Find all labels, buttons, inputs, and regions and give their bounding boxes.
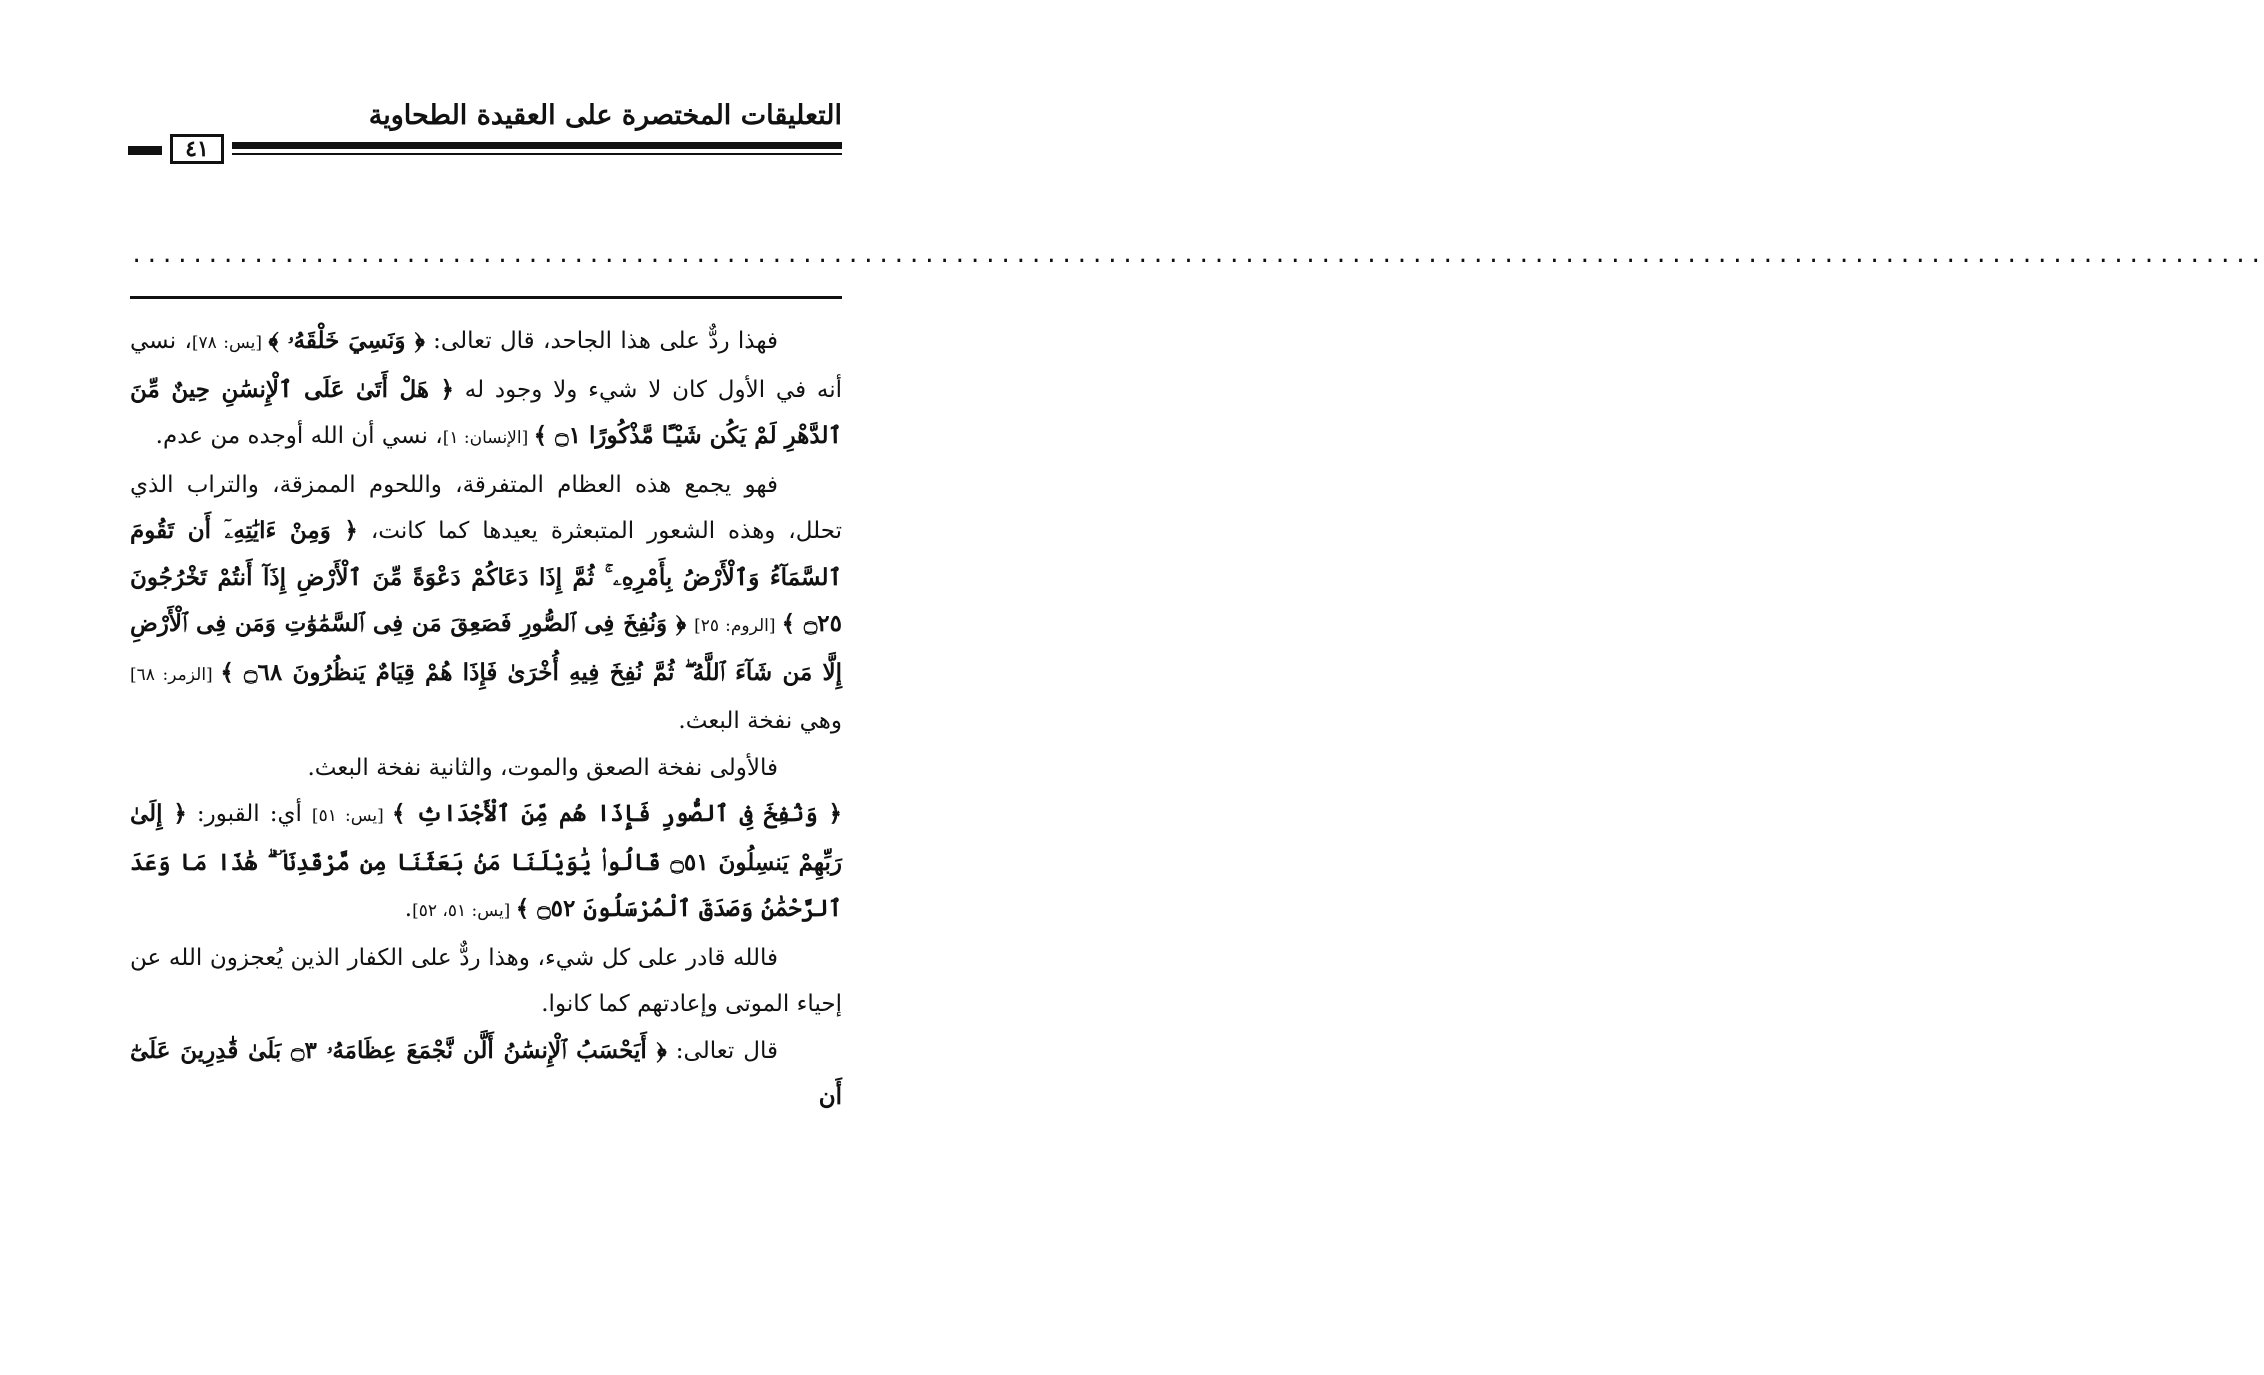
body-text: .	[404, 896, 413, 922]
body-text: فالله قادر على كل شيء، وهذا ردٌّ على الكفار الذين يُعجزون الله عن إحياء الموتى وإعادتهم كما كانوا.	[130, 944, 842, 1017]
body-text	[686, 611, 694, 637]
body-text: فالأولى نفخة الصعق والموت، والثانية نفخة البعث.	[307, 754, 778, 781]
paragraph	[130, 462, 842, 745]
paragraph	[130, 1028, 842, 1121]
quran-verse: ﴿ وَمِنْ ءَايَٰتِهِۦٓ أَن تَقُومَ ٱلسَّمَآءُ وَٱلْأَرْضُ بِأَمْرِهِۦ ۚ ثُمَّ إِذَا دَعَاكُمْ دَعْوَةً مِّنَ ٱلْأَرْضِ إِذَآ أَنتُمْ تَخْرُجُونَ ۝٢٥ ﴾	[130, 517, 842, 637]
paragraph	[130, 318, 842, 462]
paragraph	[130, 791, 842, 935]
header-rule	[232, 142, 842, 149]
body-text: فهذا ردٌّ على هذا الجاحد، قال تعالى:	[424, 328, 778, 354]
quran-verse: ﴿ وَنُفِخَ فِى ٱلصُّورِ فَصَعِقَ مَن فِى ٱلسَّمَٰوَٰتِ وَمَن فِى ٱلْأَرْضِ إِلَّا مَن شَآءَ ٱللَّهُ ۖ ثُمَّ نُفِخَ فِيهِ أُخْرَىٰ فَإِذَا هُمْ قِيَامٌ يَنظُرُونَ ۝٦٨ ﴾	[130, 610, 843, 686]
page-number: ٤١	[170, 134, 224, 164]
quran-verse: ﴿ أَيَحْسَبُ ٱلْإِنسَٰنُ أَلَّن نَّجْمَعَ عِظَامَهُۥ ۝٣ بَلَىٰ قَٰدِرِينَ عَلَىٰٓ أَن	[130, 1036, 842, 1110]
section-separator	[130, 296, 842, 299]
body-text: وهي نفخة البعث.	[678, 708, 842, 734]
verse-reference: [يس: ٥١]	[311, 806, 392, 826]
footnote-dotted-line: ............................................................................................................................................	[130, 243, 2264, 268]
main-text	[130, 318, 842, 1121]
verse-reference: [يس: ٥١، ٥٢]	[412, 901, 516, 921]
paragraph	[130, 745, 842, 792]
quran-verse: ﴿ وَنُفِخَ فِى ٱلصُّورِ فَإِذَا هُم مِّنَ ٱلْأَجْدَاثِ ﴾	[391, 800, 842, 827]
quran-verse: ﴿ إِلَىٰ رَبِّهِمْ يَنسِلُونَ ۝٥١ قَالُوا۟ يَٰوَيْلَنَا مَنۢ بَعَثَنَا مِن مَّرْقَدِنَا ۜ ۗ هَٰذَا مَا وَعَدَ ٱلرَّحْمَٰنُ وَصَدَقَ ٱلْمُرْسَلُونَ ۝٥٢ ﴾	[130, 800, 842, 922]
body-text: أي: القبور:	[186, 801, 312, 827]
body-text: قال تعالى:	[666, 1037, 778, 1064]
verse-reference: [الزمر: ٦٨]	[130, 664, 221, 685]
verse-reference: [يس: ٧٨]	[191, 333, 269, 353]
body-text: ، نسي أنه في الأول كان لا شيء ولا وجود له	[130, 328, 842, 403]
header-rule-thin	[232, 153, 842, 155]
paragraph	[130, 935, 842, 1028]
quran-verse: ﴿ وَنَسِيَ خَلْقَهُۥ ﴾	[268, 327, 425, 354]
running-title: التعليقات المختصرة على العقيدة الطحاوية	[368, 100, 842, 131]
header-dash	[128, 146, 162, 155]
body-text: ، نسي أن الله أوجده من عدم.	[155, 423, 443, 449]
verse-reference: [الإنسان: ١]	[442, 428, 534, 448]
body-text: فهو يجمع هذه العظام المتفرقة، واللحوم الممزقة، والتراب الذي تحلل، وهذه الشعور المتبعثرة يعيدها كما كانت،	[130, 471, 842, 544]
quran-verse: ﴿ هَلْ أَتَىٰ عَلَى ٱلْإِنسَٰنِ حِينٌ مِّنَ ٱلدَّهْرِ لَمْ يَكُن شَيْـًٔا مَّذْكُورًا ۝١ ﴾	[130, 375, 842, 449]
verse-reference: [الروم: ٢٥]	[694, 616, 782, 636]
